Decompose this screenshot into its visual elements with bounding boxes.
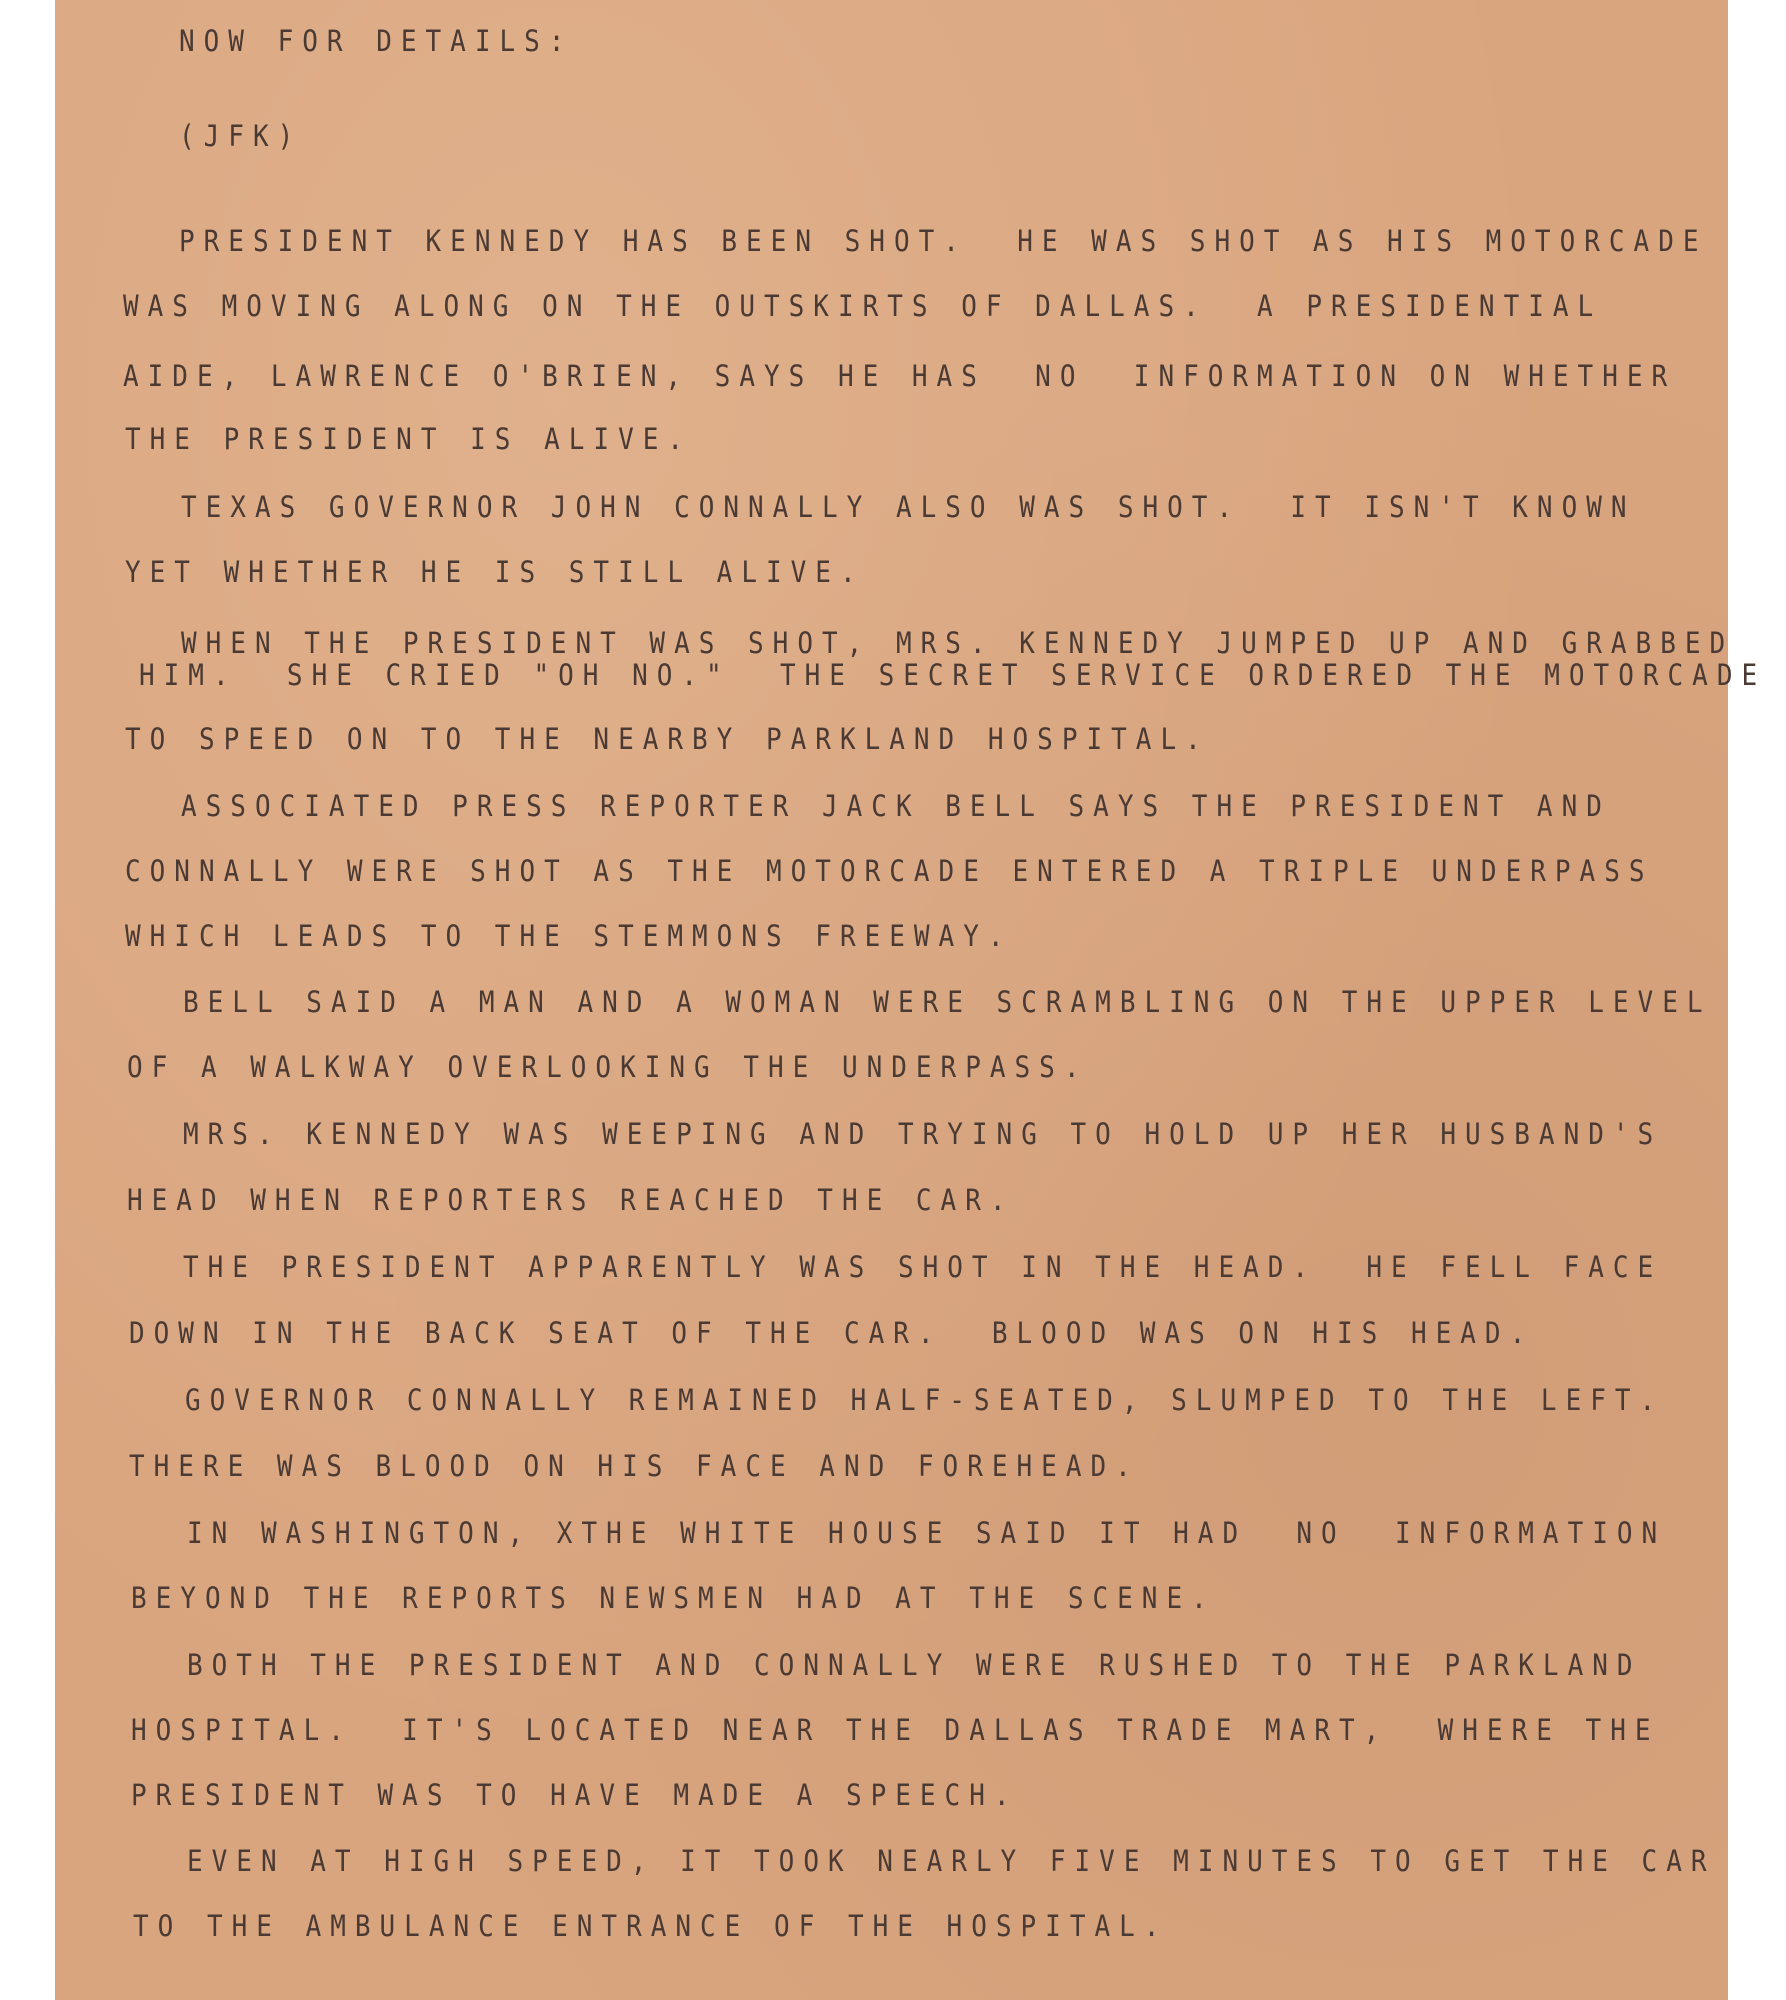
text-line: BEYOND THE REPORTS NEWSMEN HAD AT THE SCENE. bbox=[131, 1582, 1216, 1616]
text-line: ASSOCIATED PRESS REPORTER JACK BELL SAYS THE PRESIDENT AND bbox=[181, 790, 1611, 824]
text-line: WHICH LEADS TO THE STEMMONS FREEWAY. bbox=[125, 920, 1013, 954]
text-line: DOWN IN THE BACK SEAT OF THE CAR. BLOOD WAS ON HIS HEAD. bbox=[129, 1317, 1535, 1351]
text-line: CONNALLY WERE SHOT AS THE MOTORCADE ENTERED A TRIPLE UNDERPASS bbox=[125, 855, 1654, 889]
text-line: WHEN THE PRESIDENT WAS SHOT, MRS. KENNEDY JUMPED UP AND GRABBED bbox=[181, 627, 1735, 661]
text-line: YET WHETHER HE IS STILL ALIVE. bbox=[125, 556, 865, 590]
text-line: MRS. KENNEDY WAS WEEPING AND TRYING TO HOLD UP HER HUSBAND'S bbox=[183, 1118, 1663, 1152]
text-line: THE PRESIDENT APPARENTLY WAS SHOT IN THE HEAD. HE FELL FACE bbox=[183, 1251, 1663, 1285]
teletype-page bbox=[55, 0, 1767, 2000]
text-line: EVEN AT HIGH SPEED, IT TOOK NEARLY FIVE MINUTES TO GET THE CAR bbox=[187, 1845, 1716, 1879]
text-line: TEXAS GOVERNOR JOHN CONNALLY ALSO WAS SHOT. IT ISN'T KNOWN bbox=[181, 491, 1636, 525]
text-line: OF A WALKWAY OVERLOOKING THE UNDERPASS. bbox=[127, 1051, 1089, 1085]
slug: (JFK) bbox=[179, 120, 303, 154]
text-line: IN WASHINGTON, XTHE WHITE HOUSE SAID IT HAD NO INFORMATION bbox=[187, 1517, 1667, 1551]
text-line: PRESIDENT KENNEDY HAS BEEN SHOT. HE WAS SHOT AS HIS MOTORCADE bbox=[179, 225, 1708, 259]
text-line: THE PRESIDENT IS ALIVE. bbox=[125, 423, 693, 457]
text-line: HOSPITAL. IT'S LOCATED NEAR THE DALLAS TRADE MART, WHERE THE bbox=[131, 1714, 1660, 1748]
text-line: THERE WAS BLOOD ON HIS FACE AND FOREHEAD. bbox=[129, 1450, 1140, 1484]
heading: NOW FOR DETAILS: bbox=[179, 25, 574, 59]
text-line: PRESIDENT WAS TO HAVE MADE A SPEECH. bbox=[131, 1779, 1019, 1813]
text-line: TO SPEED ON TO THE NEARBY PARKLAND HOSPITAL. bbox=[125, 723, 1210, 757]
text-line: GOVERNOR CONNALLY REMAINED HALF-SEATED, SLUMPED TO THE LEFT. bbox=[185, 1384, 1665, 1418]
text-line: WAS MOVING ALONG ON THE OUTSKIRTS OF DALLAS. A PRESIDENTIAL bbox=[123, 290, 1603, 324]
text-line: BELL SAID A MAN AND A WOMAN WERE SCRAMBLING ON THE UPPER LEVEL bbox=[183, 986, 1712, 1020]
text-line: AIDE, LAWRENCE O'BRIEN, SAYS HE HAS NO INFORMATION ON WHETHER bbox=[123, 360, 1677, 394]
text-line: TO THE AMBULANCE ENTRANCE OF THE HOSPITAL. bbox=[133, 1910, 1169, 1944]
text-line: HEAD WHEN REPORTERS REACHED THE CAR. bbox=[127, 1184, 1015, 1218]
text-line: BOTH THE PRESIDENT AND CONNALLY WERE RUSHED TO THE PARKLAND bbox=[187, 1649, 1642, 1683]
text-line: HIM. SHE CRIED "OH NO." THE SECRET SERVICE ORDERED THE MOTORCADE bbox=[139, 659, 1767, 693]
